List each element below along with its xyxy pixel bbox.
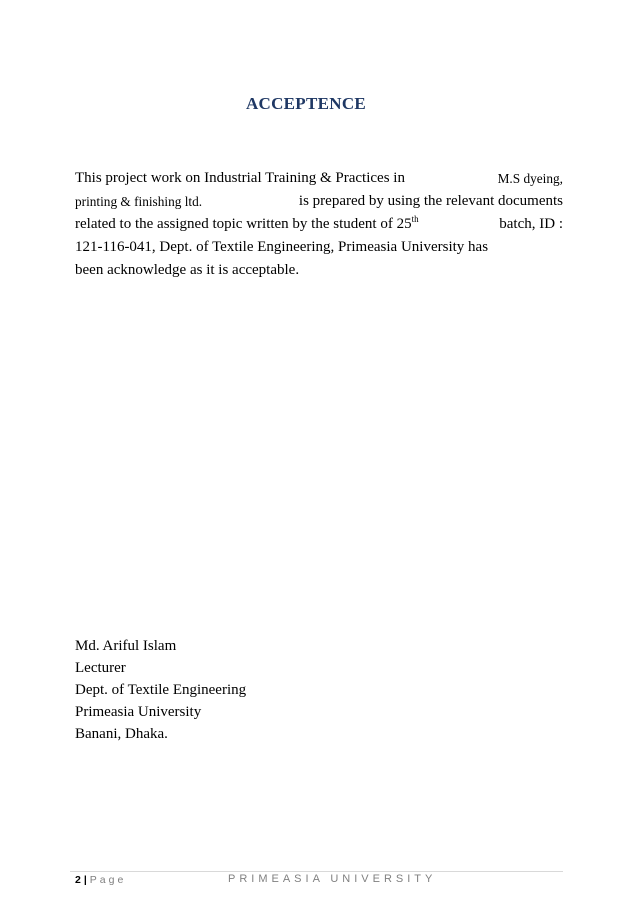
paragraph-text: is prepared by using the relevant documents (298, 193, 563, 209)
paragraph-line-3 (75, 213, 563, 236)
paragraph-line-4 (75, 236, 563, 259)
paragraph-line-5 (75, 259, 563, 282)
paragraph-text (75, 213, 419, 236)
paragraph-text: This project work on Industrial Training & Practices in (75, 170, 405, 186)
company-name-part: printing & finishing ltd. (75, 194, 203, 209)
signature-block (75, 635, 246, 745)
paragraph-text-segment: related to the assigned topic written by the student of 25 (75, 216, 412, 232)
signatory-name: Md. Ariful Islam (75, 638, 177, 654)
signatory-department: Dept. of Textile Engineering (75, 682, 247, 698)
signatory-position: Lecturer (75, 660, 126, 676)
signatory-location: Banani, Dhaka. (75, 726, 168, 742)
paragraph-text: been acknowledge as it is acceptable. (75, 262, 300, 278)
ordinal-superscript: th (411, 214, 419, 224)
page-footer (75, 874, 563, 890)
paragraph-text: 121-116-041, Dept. of Textile Engineering, Primeasia University has (75, 239, 489, 255)
footer-divider (70, 871, 563, 872)
page-number-label (75, 874, 126, 886)
page-separator: | (83, 874, 87, 886)
paragraph-line-1 (75, 167, 563, 190)
footer-organization: PRIMEASIA UNIVERSITY (228, 873, 437, 885)
acceptance-paragraph (75, 167, 563, 282)
page-number: 2 (75, 874, 81, 886)
company-name-part: M.S dyeing, (497, 171, 563, 186)
page-title: ACCEPTENCE (245, 94, 367, 113)
page-word: Page (89, 874, 127, 886)
paragraph-text: batch, ID : (499, 216, 563, 232)
signatory-university: Primeasia University (75, 704, 202, 720)
paragraph-line-2 (75, 190, 563, 213)
